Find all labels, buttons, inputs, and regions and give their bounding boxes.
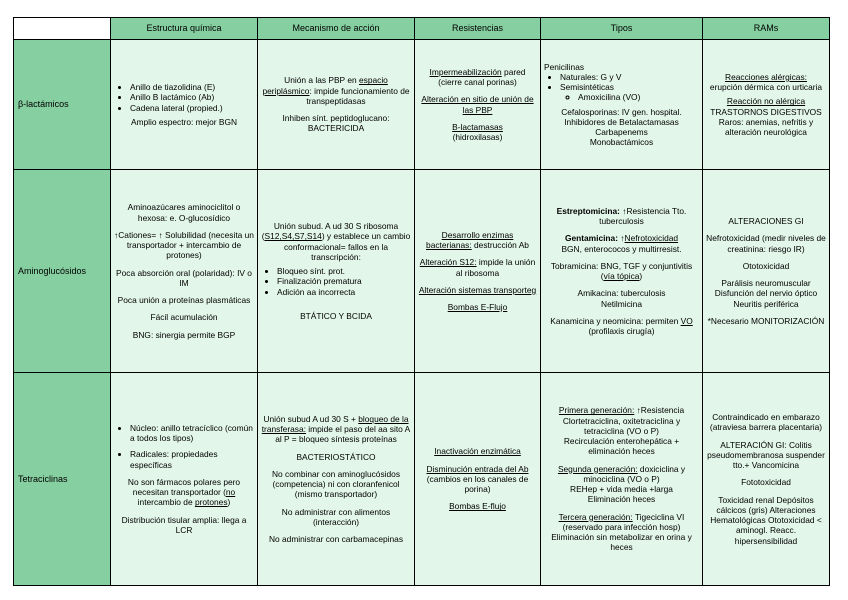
list-item xyxy=(560,82,699,103)
beta-estructura-footer: Amplio espectro: mejor BGN xyxy=(130,116,238,127)
text: Eliminación sin metabolizar en orina y heces xyxy=(551,532,692,553)
row-aminoglucosidos xyxy=(14,170,830,373)
text: Contraindicado en embarazo (atraviesa barrera placentaria) xyxy=(709,412,823,433)
text: pared (cierre canal porinas) xyxy=(438,66,526,87)
beta-resistencias xyxy=(415,40,541,170)
header-row xyxy=(14,18,830,40)
text: impide el paso del aa sito A al P = bloqueo síntesis proteínas xyxy=(275,424,411,445)
text: *Necesario MONITORIZACIÓN xyxy=(707,315,825,326)
header-tipos: Tipos xyxy=(541,18,703,40)
pharmacology-table xyxy=(13,17,830,586)
text: Fácil acumulación xyxy=(150,312,218,323)
list-item: • Bloqueo sínt. prot. xyxy=(277,266,411,276)
text: (hidroxilasas) xyxy=(452,132,503,142)
beta-rams xyxy=(703,40,830,170)
text-underlined: vía tópica xyxy=(603,271,640,281)
text: ↑Resistencia xyxy=(634,405,685,416)
text: : impide funcionamiento de transpeptidasas xyxy=(306,85,410,106)
text: Poca absorción oral (polaridad): IV o IM xyxy=(116,267,252,288)
text: (profilaxis cirugía) xyxy=(588,326,655,336)
text-underlined: Primera generación: xyxy=(558,405,635,416)
text-underlined: Alteración S12: xyxy=(419,257,477,268)
text: No administrar con carbamacepinas xyxy=(268,534,404,544)
tetra-estructura xyxy=(111,373,258,586)
tetra-mecanismo xyxy=(258,373,415,586)
row-label-tetra: Tetraciclinas xyxy=(14,373,111,586)
tetra-resistencias xyxy=(415,373,541,586)
text: intercambio de xyxy=(137,497,195,508)
text: Toxicidad renal Depósitos cálcicos (gris) Alteraciones Hematológicas Ototoxicidad < aminogl. Reacc. hipersensibilidad xyxy=(710,494,822,546)
beta-estructura-list xyxy=(114,82,254,113)
text: Cefalosporinas: IV gen. hospital. xyxy=(561,106,682,117)
text: Aminoazúcares aminociclitol o hexosa: e. O-glucosídico xyxy=(127,202,241,223)
text: BGN, enterococos y multirresist. xyxy=(561,243,682,254)
text: ) y establece un cambio conformacional= fallos en la transcripción: xyxy=(283,231,411,262)
text: Poca unión a proteínas plasmáticas xyxy=(117,295,251,305)
text: Nefrotoxicidad (medir niveles de creatinina: riesgo IR) xyxy=(706,233,826,254)
amino-rams xyxy=(703,170,830,373)
text-underlined: Reacción no alérgica xyxy=(726,96,806,107)
text-bold: Estreptomicina: xyxy=(556,205,620,216)
beta-mecanismo xyxy=(258,40,415,170)
text: REHep + vida media +larga xyxy=(570,484,673,495)
text-underlined: S12,S4,S7,S14 xyxy=(264,231,322,242)
text: Semisintéticas xyxy=(560,82,614,92)
text: Unión a las PBP en xyxy=(284,75,359,86)
text: No combinar con aminoglucósidos (competencia) ni con cloranfenicol (mismo transportador) xyxy=(271,468,401,500)
text: Clortetraciclina, oxitetraciclina y tetraciclina (VO o P) xyxy=(562,415,681,436)
text: ) xyxy=(227,497,231,508)
text: Inhiben sínt. peptidoglucano: BACTERICIDA xyxy=(282,113,390,134)
list-item: • Adición aa incorrecta xyxy=(277,287,411,297)
header-resistencias: Resistencias xyxy=(415,18,541,40)
amino-resistencias xyxy=(415,170,541,373)
text: Parálisis neuromuscular Disfunción del nervio óptico Neuritis periférica xyxy=(714,278,818,309)
text-underlined: no xyxy=(225,487,236,498)
amino-tipos xyxy=(541,170,703,373)
text: doxiciclina y minociclina (VO o P) xyxy=(583,463,686,484)
text: BTÁTICO Y BCIDA xyxy=(300,310,372,321)
text: ↑Resistencia Tto. tuberculosis xyxy=(599,205,687,226)
list-item: • Cadena lateral (propied.) xyxy=(130,103,254,113)
text-underlined: B-lactamasas xyxy=(452,121,503,132)
list-item: • Anillo de tiazolidina (E) xyxy=(130,82,254,92)
text-underlined: Inactivación enzimática xyxy=(434,446,521,457)
text: ↑ xyxy=(618,233,625,244)
text: destrucción Ab xyxy=(471,240,529,250)
text: erupción dérmica con urticaria xyxy=(709,82,823,92)
text: (cambios en los canales de porina) xyxy=(426,473,529,495)
text: impide la unión al ribosoma xyxy=(455,257,536,278)
tetra-tipos xyxy=(541,373,703,586)
amino-mecanismo-list xyxy=(261,266,411,297)
header-estructura: Estructura química xyxy=(111,18,258,40)
row-beta-lactamicos xyxy=(14,40,830,170)
list-item: • Anillo B lactámico (Ab) xyxy=(130,92,254,102)
text: Amikacina: tuberculosis xyxy=(577,288,666,299)
text: Recirculación enterohepática + eliminación heces xyxy=(563,436,680,457)
text: ALTERACIONES GI xyxy=(728,216,804,226)
tetra-rams xyxy=(703,373,830,586)
text-underlined: espacio periplásmico xyxy=(262,75,388,96)
text: Ototoxicidad xyxy=(742,260,790,271)
text-bold: Gentamicina: xyxy=(564,233,618,244)
amino-mecanismo xyxy=(258,170,415,373)
list-item: • Núcleo: anillo tetracíclico (común a todos los tipos) xyxy=(130,423,254,444)
text: ↑Cationes= ↑ Solubilidad (necesita un transportador + intercambio de protones) xyxy=(114,229,254,261)
row-label-beta: β-lactámicos xyxy=(14,40,111,170)
text-underlined: Alteración sistemas transporteg xyxy=(418,284,537,295)
text: Unión subud A ud 30 S + xyxy=(263,413,359,424)
text-underlined: Bombas E-flujo xyxy=(449,501,506,512)
list-item: • Radicales: propiedades específicas xyxy=(130,449,254,470)
text: Tobramicina: BNG, TGF y conjuntivitis ( xyxy=(550,260,693,281)
text: ) xyxy=(639,271,643,281)
text-underlined: Tercera generación: xyxy=(558,511,633,522)
text: Carbapenems xyxy=(595,127,648,137)
text-underlined: Nefrotoxicidad xyxy=(624,233,679,244)
text: BNG: sinergia permite BGP xyxy=(132,329,236,340)
text: Monobactámicos xyxy=(589,137,654,148)
text: TRASTORNOS DIGESTIVOS xyxy=(710,106,822,117)
text-underlined: Impermeabilización xyxy=(429,66,502,77)
text-underlined: Disminución entrada del Ab xyxy=(426,463,529,474)
text-underlined: bloqueo de la transferasa: xyxy=(261,413,409,434)
header-rams: RAMs xyxy=(703,18,830,40)
text: ALTERACIÓN GI: Colitis pseudomembranosa suspender tto.+ Vancomicina xyxy=(707,439,825,471)
text-underlined: protones xyxy=(194,497,228,508)
beta-estructura xyxy=(111,40,258,170)
text: Netilmicina xyxy=(601,298,642,309)
text: Raros: anemias, nefritis y alteración neurológica xyxy=(718,116,814,137)
text: Kanamicina y neomicina: permiten xyxy=(550,315,681,326)
text: Fototoxicidad xyxy=(741,477,791,488)
text-underlined: Desarrollo enzimas bacterianas: xyxy=(426,229,514,250)
text: Eliminación heces xyxy=(587,494,656,505)
text: Distribución tisular amplia: llega a LCR xyxy=(121,514,247,535)
text: No administrar con alimentos (interacción) xyxy=(281,506,391,527)
text: Tigeciclina VI (reservado para infección hosp) xyxy=(562,511,685,532)
amino-estructura xyxy=(111,170,258,373)
text-underlined: Reacciones alérgicas: xyxy=(725,71,807,82)
beta-tipos-sublist xyxy=(560,92,699,102)
text: No son fármacos polares pero necesitan transportador ( xyxy=(127,476,241,498)
list-item: • Naturales: G y V xyxy=(560,72,699,82)
row-label-amino: Aminoglucósidos xyxy=(14,170,111,373)
text: Penicilinas xyxy=(544,61,585,72)
text-underlined: Alteración en sitio de unión de las PBP xyxy=(421,94,534,115)
header-mecanismo: Mecanismo de acción xyxy=(258,18,415,40)
beta-tipos xyxy=(541,40,703,170)
text: Inhibidores de Betalactamasas xyxy=(564,116,679,127)
text-underlined: Bombas E-Flujo xyxy=(447,302,508,312)
text-underlined: VO xyxy=(680,315,693,326)
list-item: ◦ Amoxicilina (VO) xyxy=(578,92,699,102)
header-corner xyxy=(14,18,111,40)
tetra-estructura-list xyxy=(114,423,254,470)
beta-tipos-list xyxy=(544,72,699,103)
row-tetraciclinas xyxy=(14,373,830,586)
text-underlined: Segunda generación: xyxy=(557,463,638,474)
list-item: • Finalización prematura xyxy=(277,276,411,286)
text: BACTERIOSTÁTICO xyxy=(296,451,376,462)
text: Unión subud. A ud 30 S ribosoma ( xyxy=(261,221,399,242)
